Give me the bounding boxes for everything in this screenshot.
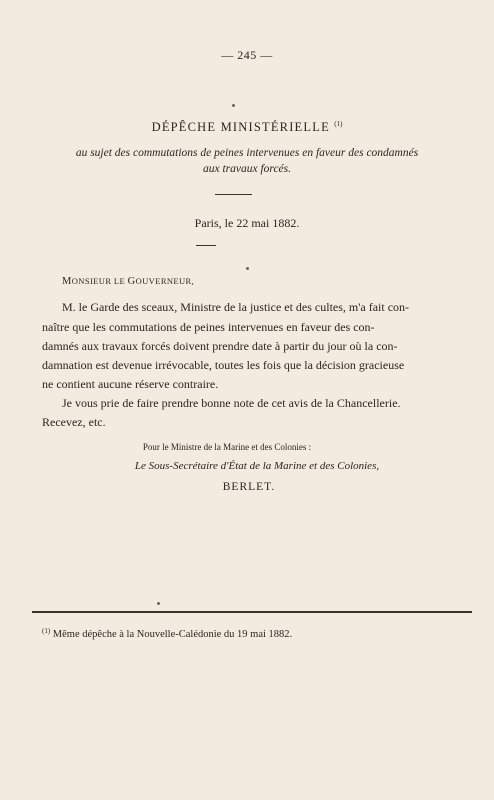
body-line: Je vous prie de faire prendre bonne note de cet avis de la Chancellerie. [62, 396, 401, 410]
document-title [0, 120, 494, 135]
signature-name: BERLET. [222, 481, 276, 493]
divider-date [196, 245, 216, 246]
signature-preamble: Pour le Ministre de la Marine et des Colonies : [142, 442, 312, 452]
salutation-initial: M [62, 276, 72, 287]
paper-speck [246, 267, 249, 270]
paper-speck [232, 104, 235, 107]
divider-top [215, 194, 252, 195]
body-line: damnés aux travaux forcés doivent prendre date à partir du jour où la con- [42, 339, 398, 353]
document-subtitle [0, 145, 494, 177]
title-footnote-marker: (1) [334, 120, 343, 128]
footnote [42, 627, 292, 640]
page-number: — 245 — [221, 48, 273, 62]
salutation-initial-2: G [127, 276, 136, 287]
footnote-marker: (1) [42, 627, 51, 635]
body-line: damnation est devenue irrévocable, toutes les fois que la décision gracieuse [42, 358, 405, 372]
footnote-text: Même dépêche à la Nouvelle-Calédonie du 19 mai 1882. [52, 629, 293, 640]
body-line: ne contient aucune réserve contraire. [42, 377, 219, 391]
signature-title: Le Sous-Secrétaire d'État de la Marine et des Colonies, [134, 460, 380, 472]
subtitle-line-1: au sujet des commutations de peines intervenues en faveur des condamnés [75, 147, 419, 159]
body-line: Recevez, etc. [42, 415, 106, 429]
body-line: naître que les commutations de peines intervenues en faveur des con- [42, 320, 375, 334]
salutation-smallcaps-2: OUVERNEUR, [135, 276, 195, 286]
dateline: Paris, le 22 mai 1882. [194, 216, 300, 230]
salutation [62, 276, 194, 287]
title-text: DÉPÊCHE MINISTÉRIELLE [151, 120, 330, 134]
paper-speck [157, 602, 160, 605]
subtitle-line-2: aux travaux forcés. [202, 163, 292, 175]
body-line: M. le Garde des sceaux, Ministre de la justice et des cultes, m'a fait con- [62, 300, 410, 314]
footnote-separator [32, 611, 472, 613]
salutation-smallcaps: ONSIEUR LE [71, 276, 128, 286]
